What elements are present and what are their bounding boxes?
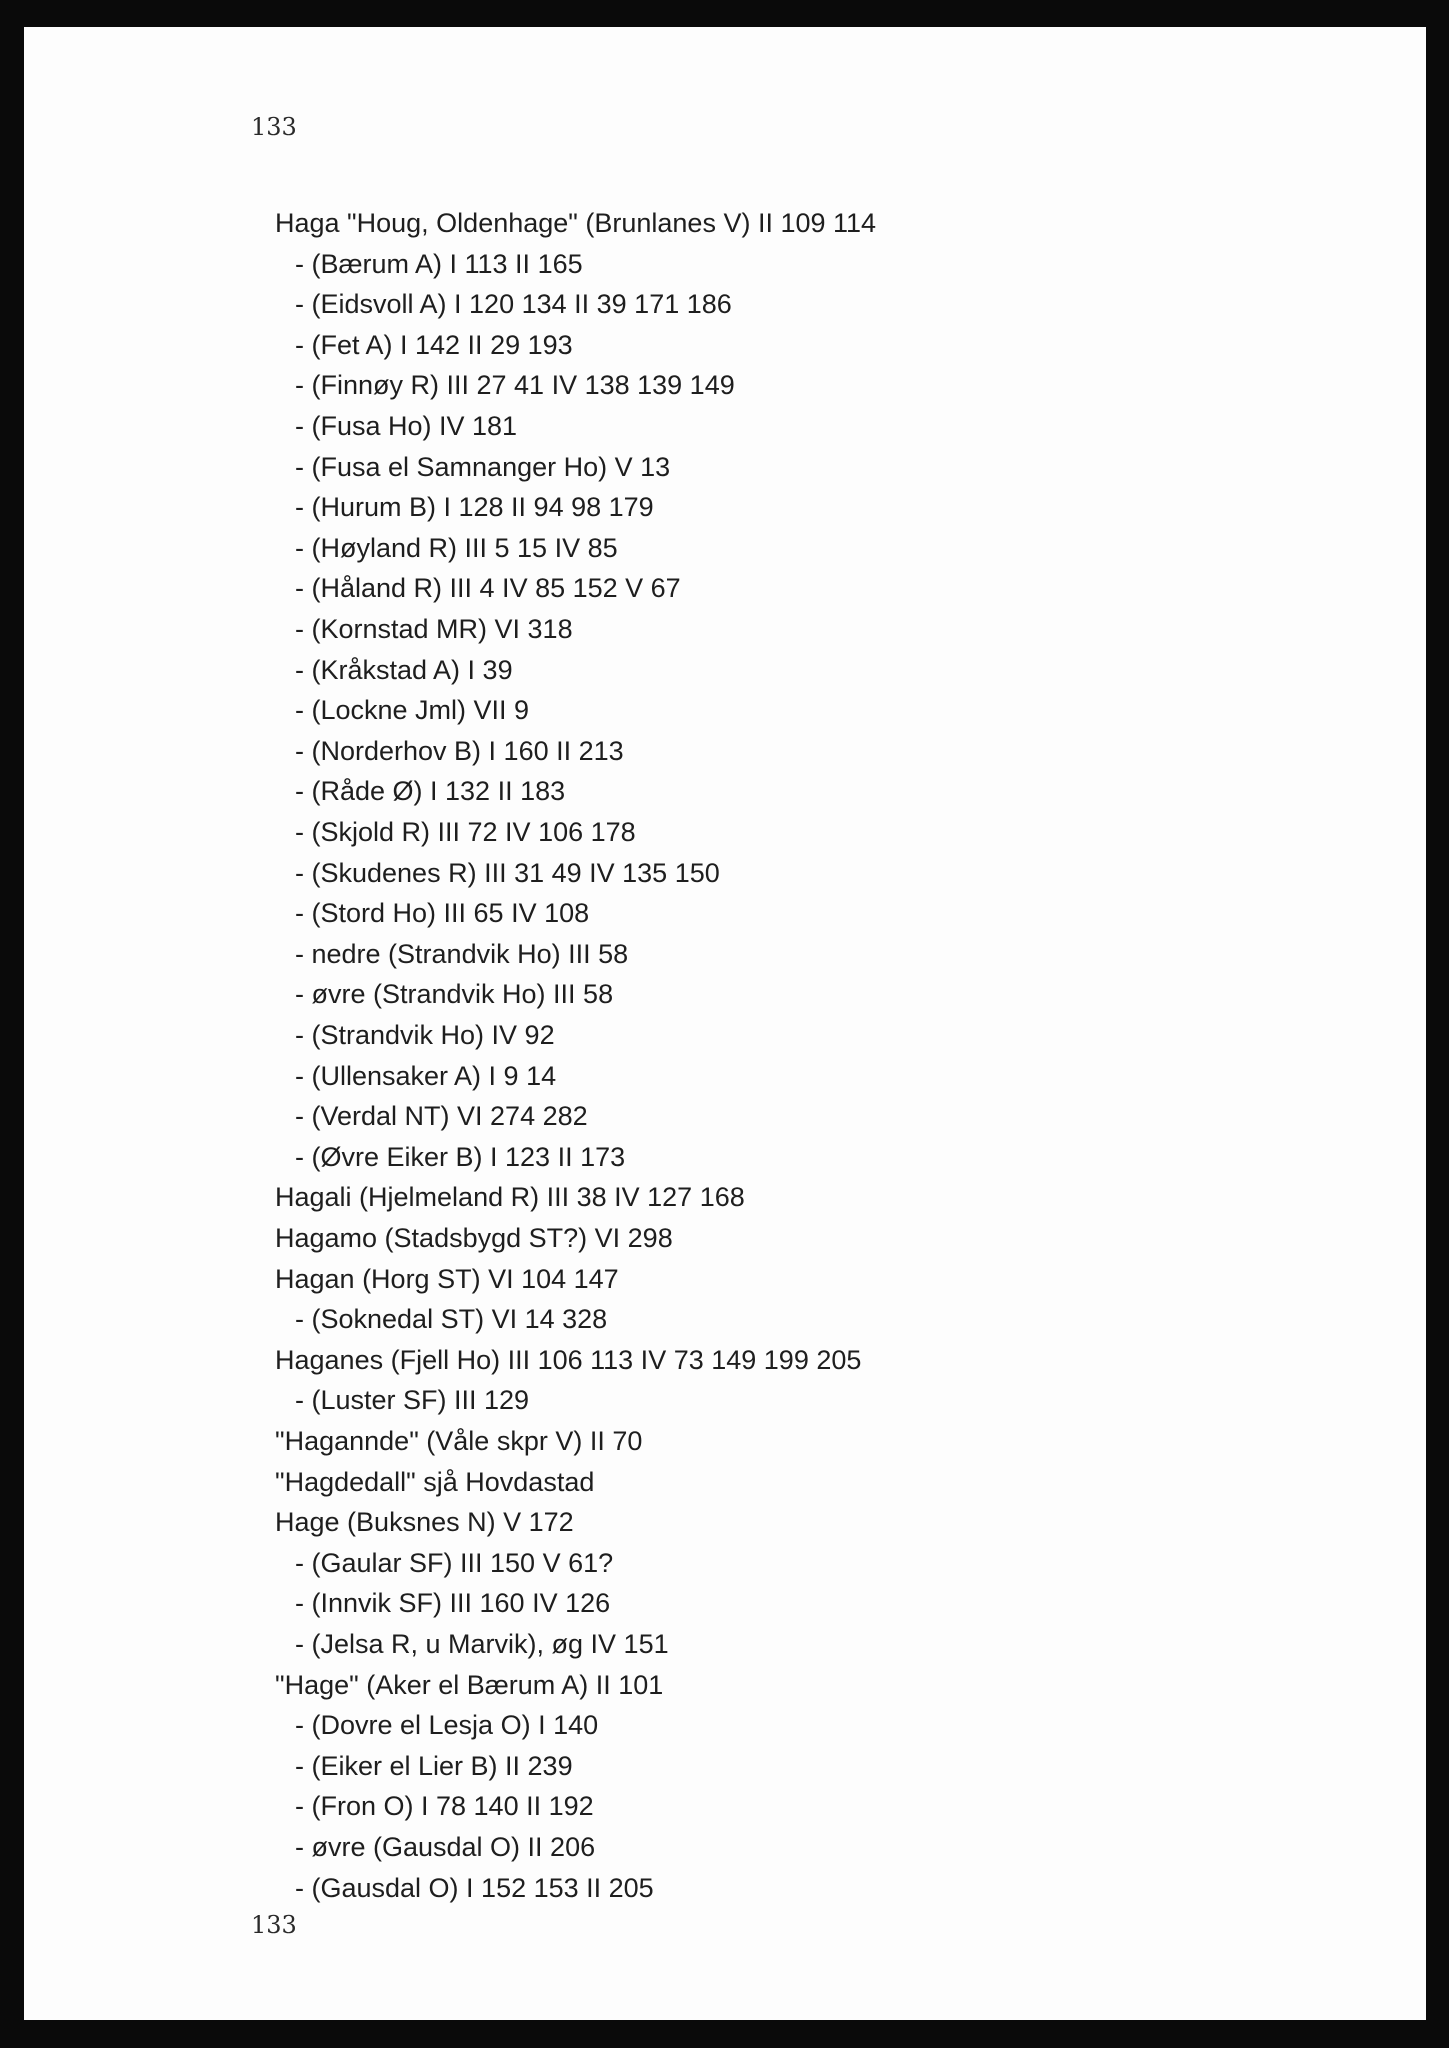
- index-subentry: - nedre (Strandvik Ho) III 58: [295, 938, 629, 969]
- index-subentry: - (Høyland R) III 5 15 IV 85: [295, 532, 618, 563]
- index-subentry: - (Skudenes R) III 31 49 IV 135 150: [295, 857, 720, 888]
- index-entry: Hage (Buksnes N) V 172: [275, 1507, 574, 1538]
- index-subentry: - (Øvre Eiker B) I 123 II 173: [295, 1141, 626, 1172]
- index-entry: Hagan (Horg ST) VI 104 147: [275, 1263, 619, 1294]
- index-subentry: - (Luster SF) III 129: [295, 1385, 530, 1416]
- index-subentry: - (Dovre el Lesja O) I 140: [295, 1710, 599, 1741]
- index-subentry: - (Ullensaker A) I 9 14: [295, 1060, 557, 1091]
- index-subentry: - (Fet A) I 142 II 29 193: [295, 329, 573, 360]
- page-number-top: 133: [251, 113, 297, 141]
- index-subentry: - (Verdal NT) VI 274 282: [295, 1101, 588, 1132]
- index-subentry: - (Soknedal ST) VI 14 328: [295, 1304, 608, 1335]
- index-subentry: - (Finnøy R) III 27 41 IV 138 139 149: [295, 370, 735, 401]
- index-subentry: - (Innvik SF) III 160 IV 126: [295, 1588, 611, 1619]
- index-subentry: - (Håland R) III 4 IV 85 152 V 67: [295, 573, 681, 604]
- index-subentry: - (Fusa Ho) IV 181: [295, 411, 518, 441]
- index-subentry: - (Skjold R) III 72 IV 106 178: [295, 817, 636, 847]
- index-subentry: - (Strandvik Ho) IV 92: [295, 1020, 555, 1050]
- index-entry: Haga "Houg, Oldenhage" (Brunlanes V) II 109 114: [275, 208, 877, 238]
- index-subentry: - (Gausdal O) I 152 153 II 205: [295, 1872, 654, 1903]
- index-subentry: - (Gaular SF) III 150 V 61?: [295, 1547, 614, 1578]
- index-subentry: - (Kråkstad A) I 39: [295, 654, 513, 685]
- index-subentry: - øvre (Gausdal O) II 206: [295, 1832, 596, 1862]
- index-subentry: - (Kornstad MR) VI 318: [295, 614, 573, 644]
- index-entry: Haganes (Fjell Ho) III 106 113 IV 73 149 199 205: [275, 1344, 862, 1375]
- index-subentry: - (Fusa el Samnanger Ho) V 13: [295, 451, 671, 482]
- index-entry: "Hagannde" (Våle skpr V) II 70: [275, 1426, 643, 1456]
- index-subentry: - (Fron O) I 78 140 II 192: [295, 1791, 594, 1822]
- index-subentry: - øvre (Strandvik Ho) III 58: [295, 979, 614, 1010]
- index-subentry: - (Stord Ho) III 65 IV 108: [295, 898, 590, 929]
- index-subentry: - (Råde Ø) I 132 II 183: [295, 776, 566, 807]
- index-subentry: - (Jelsa R, u Marvik), øg IV 151: [295, 1629, 669, 1659]
- page-number-bottom: 133: [251, 1911, 297, 1939]
- index-entry: "Hage" (Aker el Bærum A) II 101: [275, 1669, 664, 1700]
- index-subentry: - (Eidsvoll A) I 120 134 II 39 171 186: [295, 289, 732, 320]
- index-entry: "Hagdedall" sjå Hovdastad: [275, 1466, 595, 1497]
- index-subentry: - (Norderhov B) I 160 II 213: [295, 735, 624, 766]
- index-entry: Hagamo (Stadsbygd ST?) VI 298: [275, 1223, 673, 1253]
- index-subentry: - (Bærum A) I 113 II 165: [295, 248, 583, 279]
- index-subentry: - (Eiker el Lier B) II 239: [295, 1750, 573, 1781]
- index-entry: Hagali (Hjelmeland R) III 38 IV 127 168: [275, 1182, 745, 1213]
- index-subentry: - (Lockne Jml) VII 9: [295, 695, 530, 726]
- index-subentry: - (Hurum B) I 128 II 94 98 179: [295, 492, 654, 523]
